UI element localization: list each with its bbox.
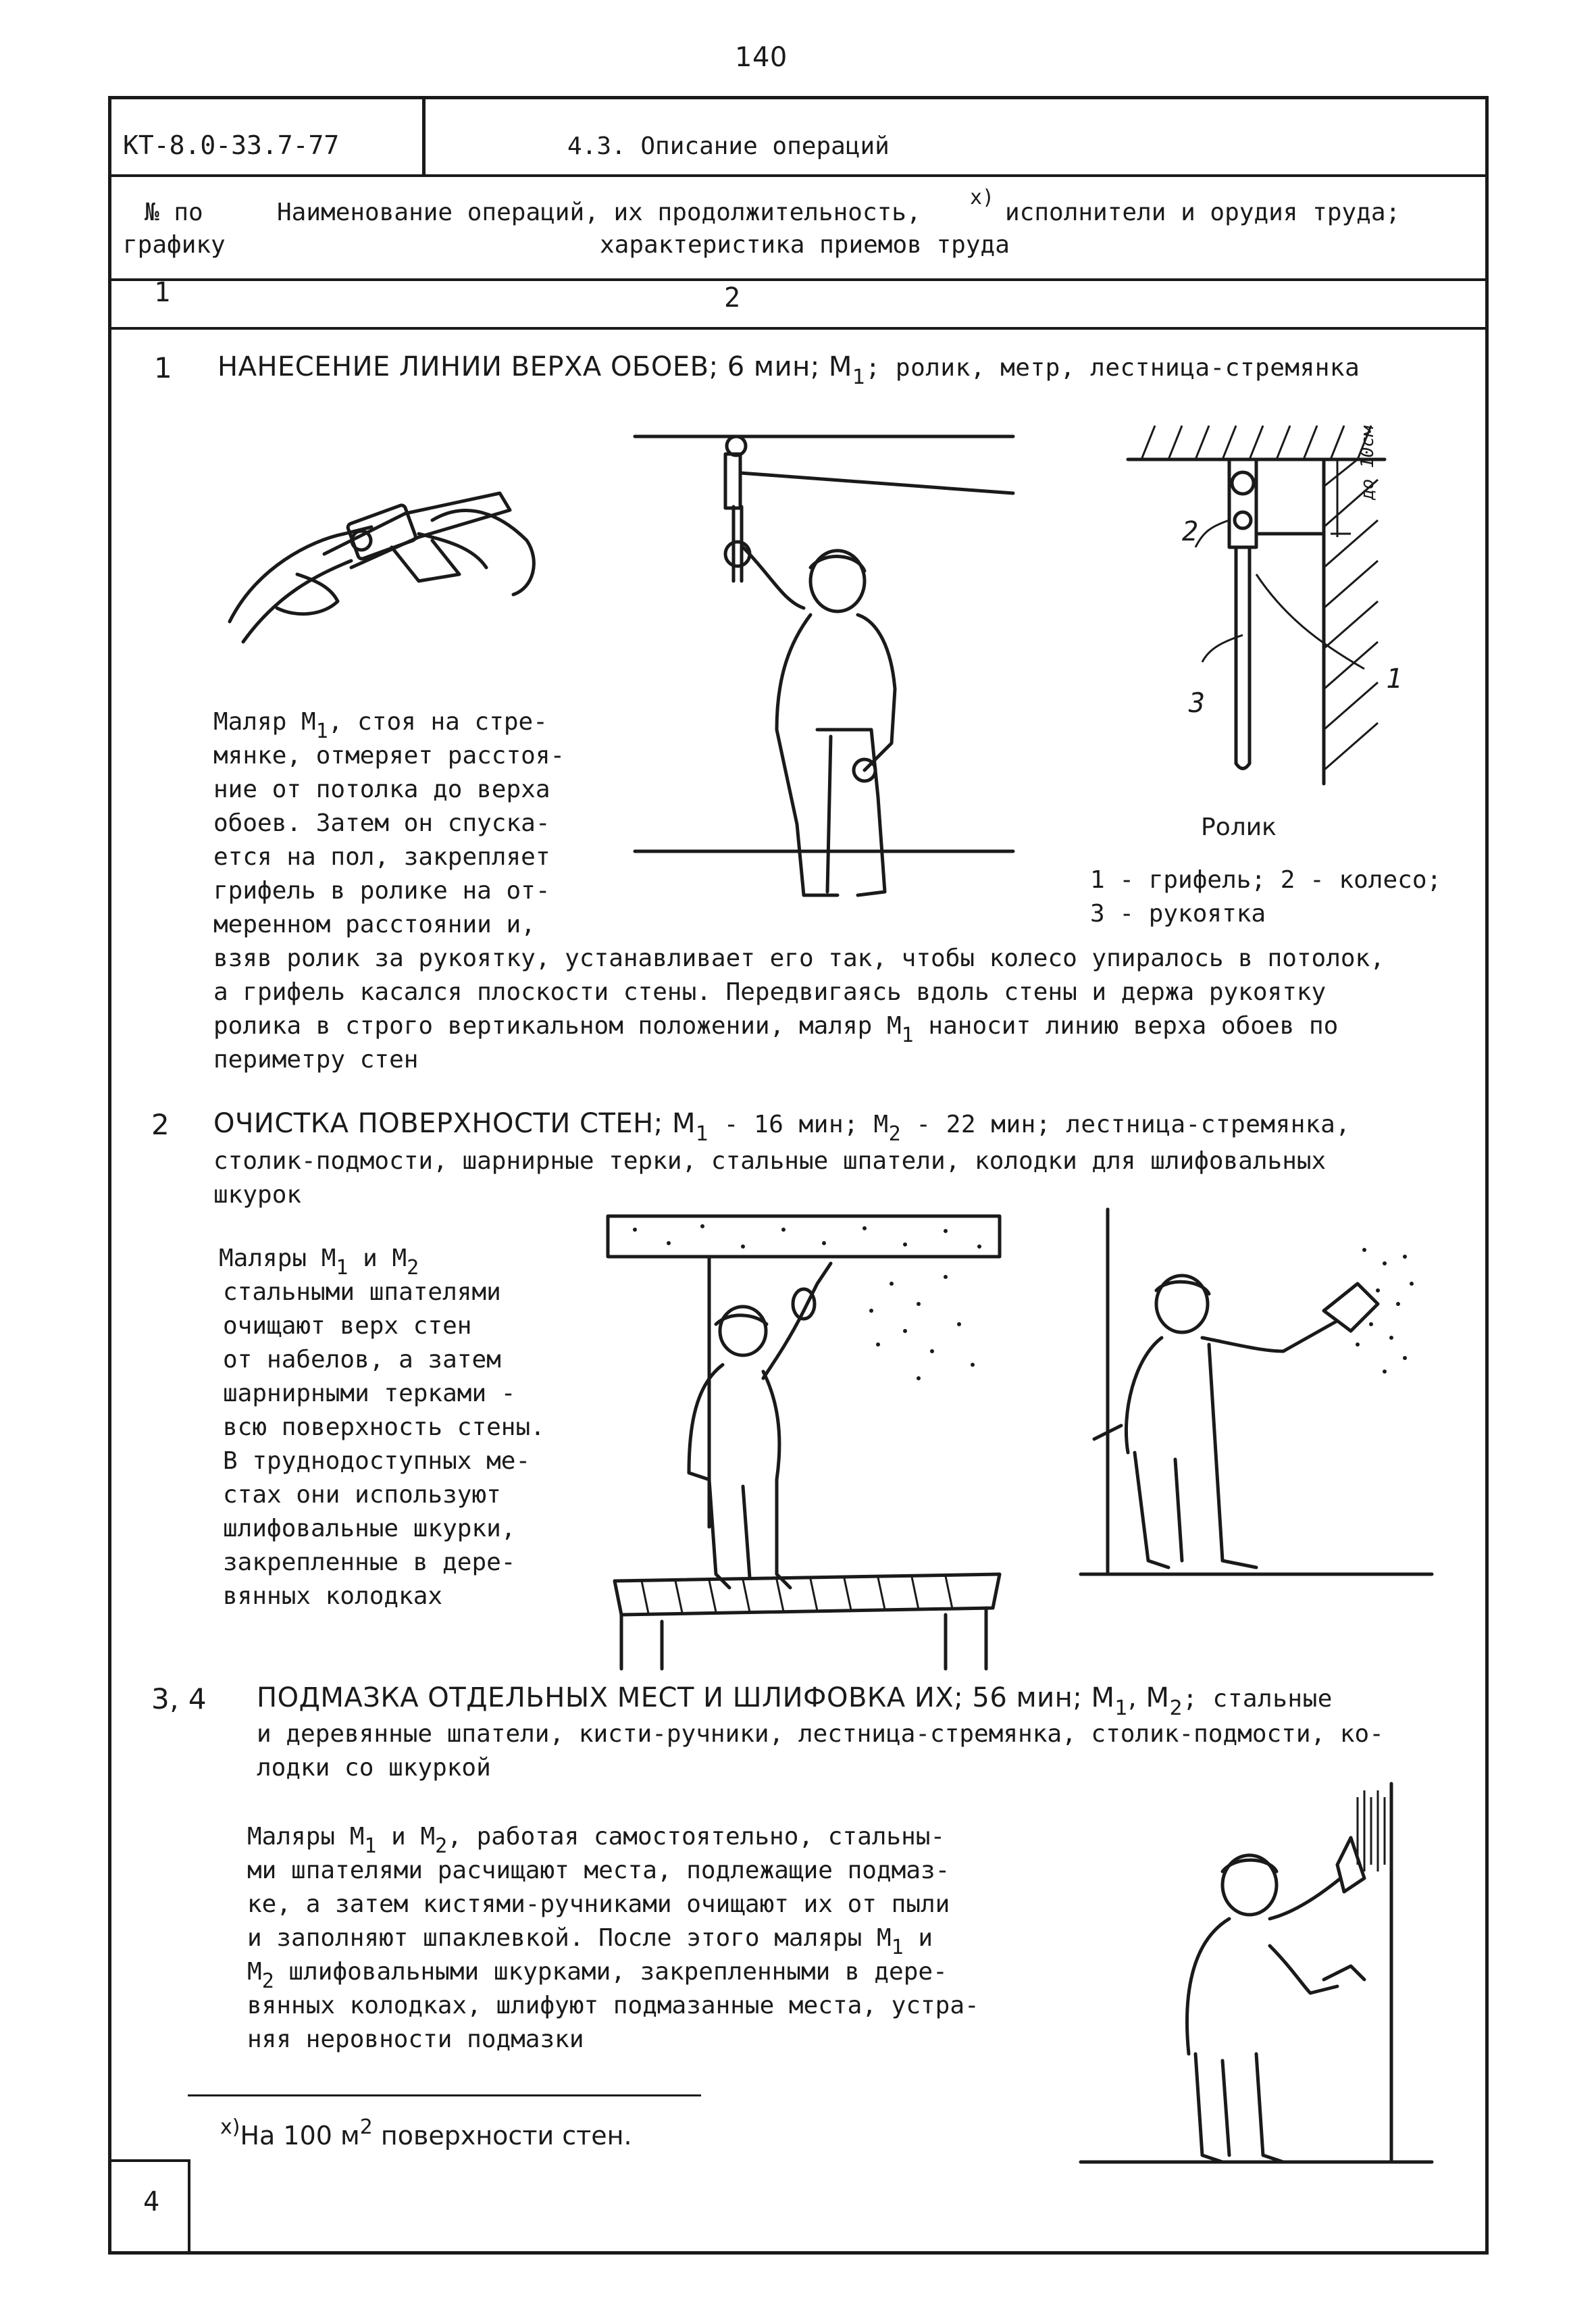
roller-dimension-label: до 10см <box>1358 426 1378 500</box>
col2-header-line1: Наименование операций, их продолжительность, <box>277 199 921 226</box>
page-number: 140 <box>735 42 788 73</box>
frame-top <box>108 96 1489 99</box>
op2-para-line5: шарнирными терками - <box>223 1380 516 1407</box>
op2-para-line7: В труднодоступных ме- <box>223 1447 531 1475</box>
op2-title: ОЧИСТКА ПОВЕРХНОСТИ СТЕН; $М_1 - 16$ мин; $М_2 - 22$ мин; лестница-стремянка, <box>213 1108 1351 1146</box>
painter-ceiling-roller-illustration <box>635 419 1020 919</box>
column-header-bottom-line <box>108 327 1489 330</box>
op34-para-line6: вянных колодках, шлифуют подмазанные места, устра- <box>247 1992 979 2019</box>
op2-para-line2: стальными шпателями <box>223 1278 501 1306</box>
hands-measuring-illustration <box>216 473 554 649</box>
op2-para-line11: вянных колодках <box>223 1582 443 1610</box>
op2-title-line3: шкурок <box>213 1181 302 1209</box>
col2-header-line2: характеристика приемов труда <box>600 231 1010 259</box>
roller-legend-line2: 3 - рукоятка <box>1090 900 1266 928</box>
op34-number: 3, 4 <box>151 1682 207 1715</box>
op2-para-line4: от набелов, а затем <box>223 1346 501 1374</box>
op2-number: 2 <box>151 1108 170 1141</box>
col2-header-line1-end: исполнители и орудия труда; <box>1005 199 1401 226</box>
roller-caption: Ролик <box>1201 813 1277 841</box>
footnote-rule <box>188 2094 701 2096</box>
sheet-box-right <box>188 2159 190 2254</box>
col1-header-line1: № по <box>145 199 203 226</box>
op1-para-line1: Маляр $М_1$, стоя на стре- <box>213 708 548 743</box>
column-header-top-line <box>108 278 1489 281</box>
op34-para-line1: Маляры $М_1$ и $М_2$, работая самостоятельно, стальны- <box>247 1823 946 1858</box>
footnote-text: $^{x)}$На 100 $м^2$ поверхности стен. <box>220 2115 632 2150</box>
op1-para-line6: грифель в ролике на от- <box>213 877 550 905</box>
frame-left <box>108 96 111 2255</box>
roller-label-3: 3 <box>1189 688 1206 719</box>
op34-para-line4: и заполняют шпаклевкой. После этого маляры $М_1$ и <box>247 1924 933 1959</box>
roller-label-1: 1 <box>1386 663 1403 695</box>
op2-title-line2: столик-подмости, шарнирные терки, стальные шпатели, колодки для шлифовальных <box>213 1147 1327 1175</box>
sheet-number: 4 <box>143 2186 160 2217</box>
op1-para-line3: ние от потолка до верха <box>213 776 550 803</box>
op1-para-line4: обоев. Затем он спуска- <box>213 809 550 837</box>
col1-header-line2: графику <box>123 231 226 259</box>
op2-para-line10: закрепленные в дере- <box>223 1549 516 1576</box>
footnote-marker: x) <box>970 186 995 209</box>
op1-title: НАНЕСЕНИЕ ЛИНИИ ВЕРХА ОБОЕВ; 6 мин; $М_1$; ролик, метр, лестница-стремянка <box>217 351 1360 389</box>
op2-para-line9: шлифовальные шкурки, <box>223 1515 516 1542</box>
op2-para-line8: стах они используют <box>223 1481 501 1509</box>
frame-bottom <box>108 2251 1489 2255</box>
op2-para-line3: очищают верх стен <box>223 1312 472 1340</box>
op1-number: 1 <box>154 351 173 384</box>
op2-para-line6: всю поверхность стены. <box>223 1413 545 1441</box>
op1-para-line5: ется на пол, закрепляет <box>213 843 550 871</box>
painter-on-scaffold-illustration <box>608 1209 1013 1669</box>
column-number-2: 2 <box>724 282 741 313</box>
op34-title-line3: лодки со шкуркой <box>257 1754 491 1782</box>
op34-para-line2: ми шпателями расчищают места, подлежащие подмаз- <box>247 1857 950 1884</box>
op1-para-line7: меренном расстоянии и, <box>213 911 536 938</box>
op2-para-line1: Маляры $М_1$ и $М_2$ <box>219 1244 419 1280</box>
roller-label-2: 2 <box>1182 516 1199 547</box>
op34-title: ПОДМАЗКА ОТДЕЛЬНЫХ МЕСТ И ШЛИФОВКА ИХ; 56 мин; $М_1$, $М_2$; стальные <box>257 1682 1333 1720</box>
op1-full-line3: ролика в строго вертикальном положении, маляр $М_1$ наносит линию верха обоев по <box>213 1012 1339 1047</box>
doc-code: КТ-8.0-33.7-77 <box>123 130 340 160</box>
column-number-1: 1 <box>154 277 171 308</box>
op1-para-line2: мянке, отмеряет расстоя- <box>213 742 565 770</box>
roller-legend-line1: 1 - грифель; 2 - колесо; <box>1090 866 1442 894</box>
sheet-box-top <box>108 2159 189 2162</box>
header-bottom-line <box>108 174 1489 177</box>
op34-para-line3: ке, а затем кистями-ручниками очищают их от пыли <box>247 1890 950 1918</box>
op34-para-line7: няя неровности подмазки <box>247 2026 584 2053</box>
header-divider <box>422 96 426 176</box>
op1-full-line2: а грифель касался плоскости стены. Передвигаясь вдоль стены и держа рукоятку <box>213 978 1327 1006</box>
op1-full-line4: периметру стен <box>213 1046 419 1074</box>
op34-para-line5: $М_2$ шлифовальными шкурками, закрепленными в дере- <box>247 1958 948 1993</box>
section-title: 4.3. Описание операций <box>567 132 890 160</box>
op34-title-line2: и деревянные шпатели, кисти-ручники, лестница-стремянка, столик-подмости, ко- <box>257 1720 1384 1748</box>
painter-filling-wall-illustration <box>1081 1784 1432 2175</box>
op1-full-line1: взяв ролик за рукоятку, устанавливает его так, чтобы колесо упиралось в потолок, <box>213 945 1385 972</box>
frame-right <box>1485 96 1489 2255</box>
painter-wall-grater-illustration <box>1081 1209 1432 1601</box>
